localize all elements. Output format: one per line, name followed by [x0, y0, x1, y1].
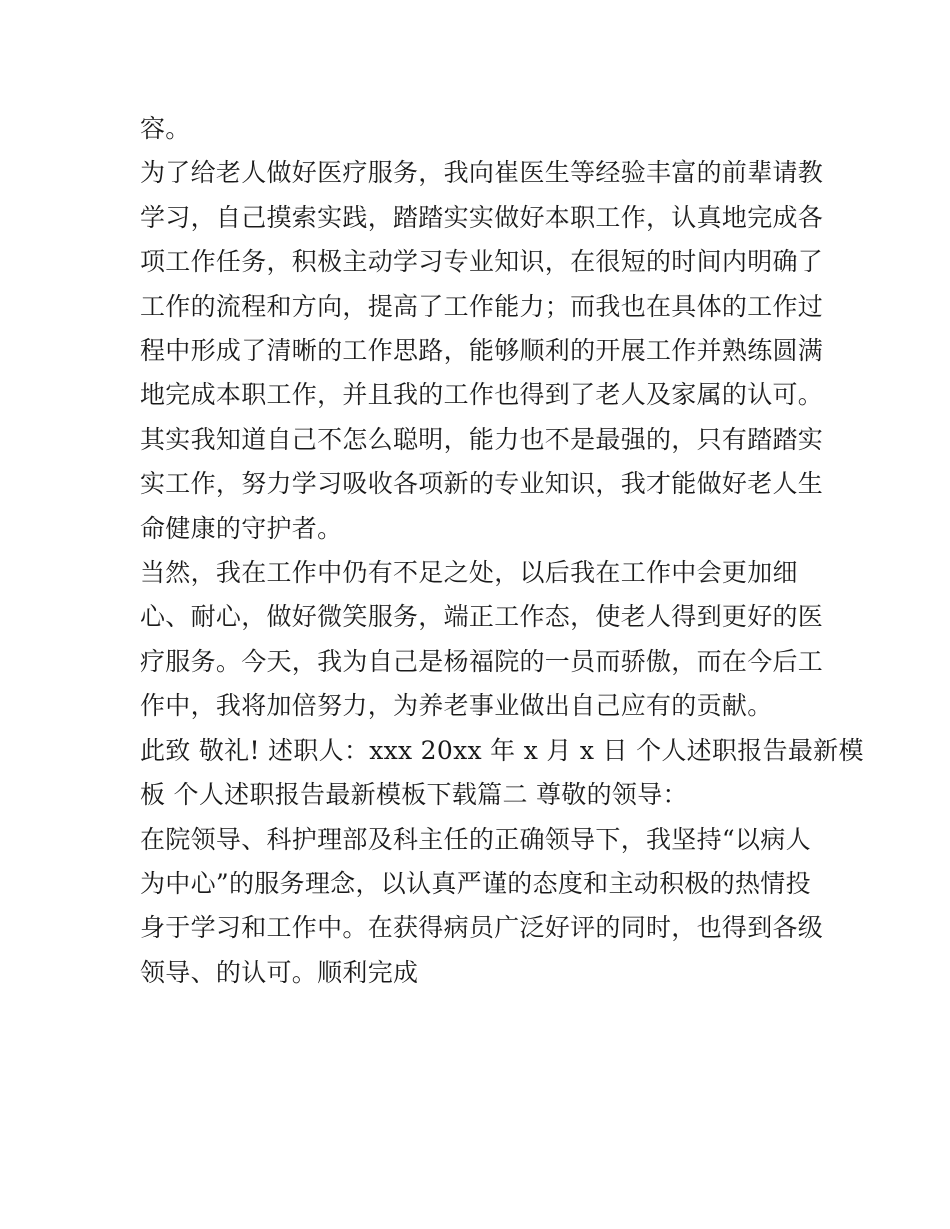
text-line-4: 项工作任务，积极主动学习专业知识，在很短的时间内明确了	[140, 247, 824, 277]
text-line-5: 工作的流程和方向，提高了工作能力；而我也在具体的工作过	[140, 291, 824, 321]
text-line-8: 其实我知道自己不怎么聪明，能力也不是最强的，只有踏踏实	[140, 424, 824, 454]
text-line-14: 作中，我将加倍努力，为养老事业做出自己应有的贡献。	[140, 691, 773, 721]
text-line-18: 为中心”的服务理念，以认真严谨的态度和主动积极的热情投	[140, 868, 811, 898]
text-line-17: 在院领导、科护理部及科主任的正确领导下，我坚持“以病人	[140, 824, 811, 854]
text-line-16: 板 个人述职报告最新模板下载篇二 尊敬的领导：	[140, 780, 688, 810]
text-line-20: 领导、的认可。顺利完成	[140, 957, 419, 987]
text-line-3: 学习，自己摸索实践，踏踏实实做好本职工作，认真地完成各	[140, 202, 824, 232]
text-line-19: 身于学习和工作中。在获得病员广泛好评的同时，也得到各级	[140, 913, 824, 943]
text-line-15: 此致 敬礼! 述职人：xxx 20xx 年 x 月 x 日 个人述职报告最新模	[140, 735, 864, 765]
text-line-11: 当然，我在工作中仍有不足之处，以后我在工作中会更加细	[140, 558, 798, 588]
text-line-10: 命健康的守护者。	[140, 513, 343, 543]
document-body	[140, 107, 864, 995]
text-line-12: 心、耐心，做好微笑服务，端正工作态，使老人得到更好的医	[140, 602, 824, 632]
text-line-13: 疗服务。今天，我为自己是杨福院的一员而骄傲，而在今后工	[140, 646, 824, 676]
text-line-1: 容。	[140, 114, 191, 143]
text-line-2: 为了给老人做好医疗服务，我向崔医生等经验丰富的前辈请教	[140, 158, 824, 188]
text-line-9: 实工作，努力学习吸收各项新的专业知识，我才能做好老人生	[140, 469, 824, 499]
text-line-6: 程中形成了清晰的工作思路，能够顺利的开展工作并熟练圆满	[140, 336, 824, 366]
text-line-7: 地完成本职工作，并且我的工作也得到了老人及家属的认可。	[140, 380, 824, 410]
